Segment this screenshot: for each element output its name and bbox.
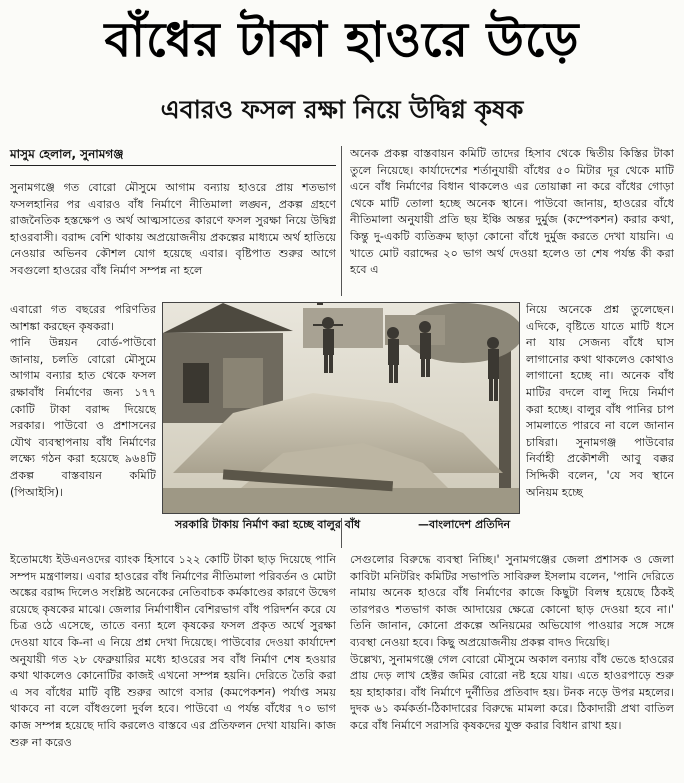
photo-credit: —বাংলাদেশ প্রতিদিন xyxy=(418,518,511,531)
lead-text: সুনামগঞ্জে গত বোরো মৌসুমে আগাম বন্যায় হাওরে প্রায় শতভাগ ফসলহানির পর এবারও বাঁধ নির্মাণে নীতিমালা লঙ্ঘন, প্রকল্প গ্রহণে রাজনৈতিক হস্তক্ষেপ ও অর্থ আত্মসাতের কারণে ফসল সুরক্ষা নিয়ে উদ্বিগ্ন হাওরবাসী। বরাদ্দ বেশি থাকায় অপ্রয়োজনীয় প্রকল্পের মাধ্যমে অর্থ হাতিয়ে নেওয়ার অভিনব কৌশল যোগ হয়েছে এবার। বৃষ্টিপাত শুরুর আগে সবগুলো হাওরের বাঁধ নির্মাণ সম্পন্ন না হলে xyxy=(10,181,336,277)
right-narrow-text: নিয়ে অনেকে প্রশ্ন তুলেছেন। এদিকে, বৃষ্টিতে যাতে মাটি ধসে না যায় সেজন্য বাঁধে ঘাস লাগানোর কথা থাকলেও কোথাও লাগানো হচ্ছে না। অনেক বাঁধ মাটির বদলে বালু দিয়ে নির্মাণ করা হচ্ছে। বালুর বাঁধ পানির চাপ সামলাতে পারবে না বলে জানান চাষিরা। সুনামগঞ্জ পাউবোর নির্বাহী প্রকৌশলী আবু বক্কর সিদ্দিকী বলেন, 'যে সব স্থানে অনিয়ম হচ্ছে xyxy=(526,303,674,499)
byline-rule xyxy=(10,165,336,166)
bottom-left-column xyxy=(10,552,336,780)
byline: মাসুম হেলাল, সুনামগঞ্জ xyxy=(10,147,124,161)
bottom-right-column xyxy=(350,552,674,780)
bottom-left-text: ইতোমধ্যে ইউএনওদের ব্যাংক হিসাবে ১২২ কোটি টাকা ছাড় দিয়েছে পানি সম্পদ মন্ত্রণালয়। এবার হাওরের বাঁধ নির্মাণের নীতিমালা পরিবর্তন ও মোটা অঙ্কের বরাদ্দ দিলেও সংশ্লিষ্ট অনেকের নেতিবাচক কর্মকাণ্ডের কারণে উদ্বেগ রয়েছে কৃষকের মাঝে। জেলার নির্মাণাধীন বেশিরভাগ বাঁধ পরিদর্শন করে যে চিত্র ওঠে এসেছে, তাতে বন্যা হলে কৃষকের ফসল প্রকৃত অর্থে সুরক্ষা দেওয়া যাবে কি-না এ নিয়ে প্রশ্ন দেখা দিয়েছে। পাউবোর দেওয়া কার্যাদেশ অনুযায়ী গত ২৮ ফেব্রুয়ারির মধ্যে হাওরের সব বাঁধ নির্মাণ শেষ হওয়ার কথা থাকলেও কোনোটির কাজই এখনো সম্পন্ন হয়নি। দেরিতে তৈরি করা এ সব বাঁধের মাটি বৃষ্টি শুরুর আগে বসার (কমপেকশন) পর্যাপ্ত সময় থাকবে না বলে বাঁধগুলো দুর্বল হবে। পাউবো এ পর্যন্ত বাঁধের ৭০ ভাগ কাজ সম্পন্ন হয়েছে দাবি করলেও বাস্তবে এর প্রতিফলন দেখা যায়নি। কাজ শুরু না করেও xyxy=(10,553,336,749)
subheadline: এবারও ফসল রক্ষা নিয়ে উদ্বিগ্ন কৃষক xyxy=(160,95,524,124)
right-top-text: অনেক প্রকল্প বাস্তবায়ন কমিটি তাদের হিসাব থেকে দ্বিতীয় কিস্তির টাকা তুলে নিয়েছে। কার্যাদেশের শর্তানুযায়ী বাঁধের ৫০ মিটার দূর থেকে মাটি এনে বাঁধ নির্মাণের বিধান থাকলেও এর তোয়াক্কা না করে বাঁধের গোড়া থেকে মাটি তোলা হচ্ছে অনেক স্থানে। পাউবো জানায়, হাওরের বাঁধে নীতিমালা অনুযায়ী প্রতি ছয় ইঞ্চি অন্তর দুর্মুজ (কম্পেকশন) করার কথা, কিন্তু দু-একটি ব্যতিক্রম ছাড়া কোনো বাঁধে দুর্মুজ করতে দেখা যায়নি। এ খাতে মোট বরাদ্দের ২০ ভাগ অর্থ দেওয়া হলেও তা শেষ পর্যন্ত কী করা হবে এ xyxy=(350,147,674,277)
left-column-para-2: পানি উন্নয়ন বোর্ড-পাউবো জানায়, চলতি বোরো মৌসুমে আগাম বন্যার হাত থেকে ফসল রক্ষাবাঁধ নির্মাণের জন্য ১৭৭ কোটি টাকা বরাদ্দ দিয়েছে সরকার। পাউবো ও প্রশাসনের যৌথ ব্যবস্থাপনায় বাঁধ নির্মাণের লক্ষ্যে গঠন করা হয়েছে ৯৬৪টি প্রকল্প বাস্তবায়ন কমিটি (পিআইসি)। xyxy=(10,336,156,499)
bottom-right-para-1: সেগুলোর বিরুদ্ধে ব্যবস্থা নিচ্ছি।' সুনামগঞ্জের জেলা প্রশাসক ও জেলা কাবিটা মনিটরিং কমিটির সভাপতি সাবিরুল ইসলাম বলেন, 'পানি দেরিতে নামায় অনেক হাওরে বাঁধ নির্মাণের কাজে কিছুটা বিলম্ব হয়েছে ঠিকই তারপরও শতভাগ কাজ আদায়ের ক্ষেত্রে কোনো ছাড় দেওয়া হবে না।' তিনি জানান, কোনো প্রকল্পে অনিয়মের অভিযোগ পাওয়ার সঙ্গে সঙ্গে ব্যবস্থা নেওয়া হবে। কিছু অপ্রয়োজনীয় প্রকল্প বাদও দিয়েছি। xyxy=(350,553,674,649)
right-column-narrow xyxy=(526,302,674,514)
right-column-top xyxy=(350,146,674,298)
left-column-para-1: এবারো গত বছরের পরিণতির আশঙ্কা করছেন কৃষকরা। xyxy=(10,303,156,333)
news-photo xyxy=(162,302,520,514)
photo-caption: সরকারি টাকায় নির্মাণ করা হচ্ছে বালুর বাঁধ xyxy=(175,518,361,531)
left-column-text xyxy=(10,302,156,548)
headline: বাঁধের টাকা হাওরে উড়ে xyxy=(104,12,580,68)
photo-illustration xyxy=(163,303,519,513)
column-divider xyxy=(341,146,342,296)
bottom-right-para-2: উল্লেখ্য, সুনামগঞ্জে গেল বোরো মৌসুমে অকাল বন্যায় বাঁধ ভেঙে হাওরের প্রায় দেড় লাখ হেক্টর জমির বোরো নষ্ট হয়ে যায়। এতে হাওরপাড়ে শুরু হয় হাহাকার। বাঁধ নির্মাণে দুর্নীতির প্রতিবাদ হয়। টনক নড়ে উপর মহলের। দুদক ৬১ কর্মকর্তা-ঠিকাদারের বিরুদ্ধে মামলা করে। ঠিকাদারী প্রথা বাতিল করে বাঁধ নির্মাণে সরাসরি কৃষকদের যুক্ত করার বিধান রাখা হয়। xyxy=(350,652,674,732)
lead-paragraph xyxy=(10,180,336,298)
